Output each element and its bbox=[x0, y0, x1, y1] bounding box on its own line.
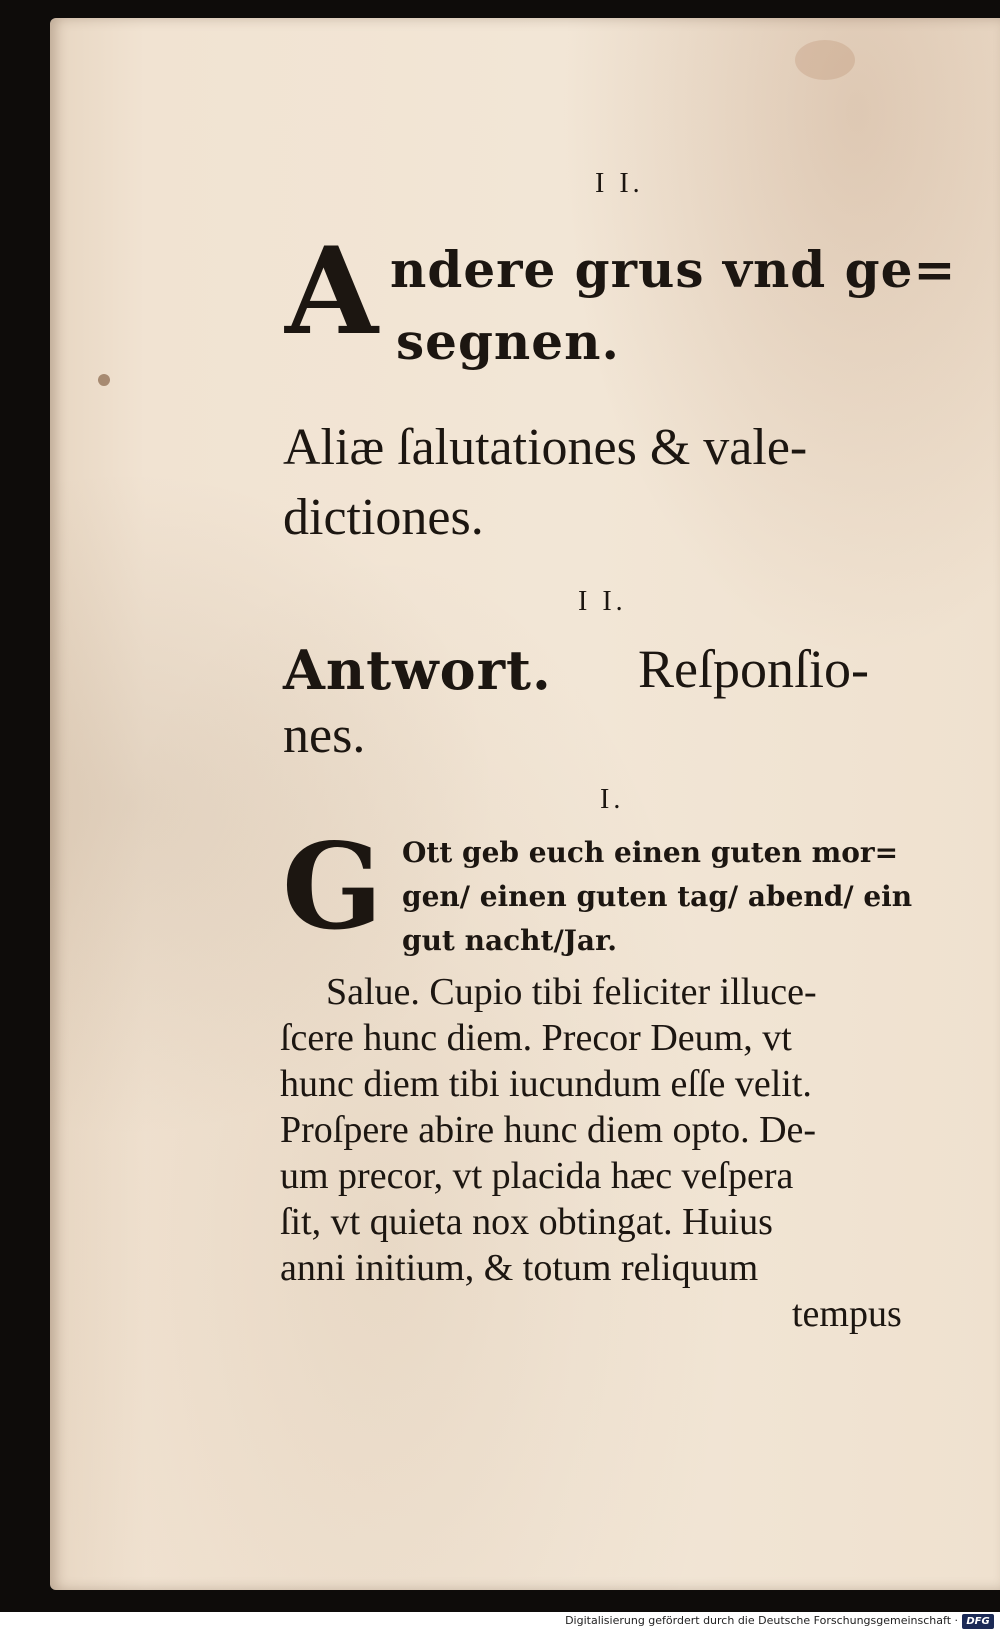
german-dropcap: G bbox=[282, 817, 383, 956]
latin-text-line7: anni initium, & totum reliquum bbox=[280, 1247, 759, 1289]
latin-text-line5: um precor, vt placida hæc veſpera bbox=[280, 1155, 794, 1197]
latin-text-line2: ſcere hunc diem. Precor Deum, vt bbox=[280, 1017, 792, 1059]
footer-bar bbox=[0, 1612, 1000, 1632]
answer-latin-line2: nes. bbox=[283, 707, 366, 764]
ink-stain bbox=[795, 40, 855, 80]
heading-number-1: I I. bbox=[595, 168, 644, 199]
heading-latin-line1: Aliæ ſalutationes & vale- bbox=[283, 419, 808, 476]
heading-number-2: I I. bbox=[578, 586, 627, 617]
latin-text-line3: hunc diem tibi iucundum eſſe velit. bbox=[280, 1063, 812, 1105]
german-text-line2: gen/ einen guten tag/ abend/ ein bbox=[402, 880, 913, 913]
german-text-line3: gut nacht/Jar. bbox=[402, 924, 618, 957]
latin-text-line4: Proſpere abire hunc diem opto. De- bbox=[280, 1109, 817, 1151]
catchword: tempus bbox=[792, 1293, 902, 1335]
book-page bbox=[50, 18, 1000, 1590]
latin-text-line1: Salue. Cupio tibi feliciter illuce- bbox=[326, 971, 817, 1013]
dfg-logo-icon: DFG bbox=[962, 1614, 994, 1629]
section-number: I. bbox=[600, 784, 625, 815]
heading-german-line2: segnen. bbox=[396, 312, 620, 371]
latin-text-line6: ſit, vt quieta nox obtingat. Huius bbox=[280, 1201, 773, 1243]
heading-german-line1: ndere grus vnd ge= bbox=[390, 240, 957, 299]
answer-german: Antwort. bbox=[283, 638, 552, 702]
heading-dropcap: A bbox=[285, 221, 379, 362]
ink-stain bbox=[98, 374, 110, 386]
german-text-line1: Ott geb euch einen guten mor= bbox=[402, 836, 899, 869]
heading-latin-line2: dictiones. bbox=[283, 489, 484, 546]
funding-notice: Digitalisierung gefördert durch die Deutsche Forschungsgemeinschaft · bbox=[565, 1614, 958, 1627]
answer-latin-line1: Reſponſio- bbox=[638, 639, 869, 699]
